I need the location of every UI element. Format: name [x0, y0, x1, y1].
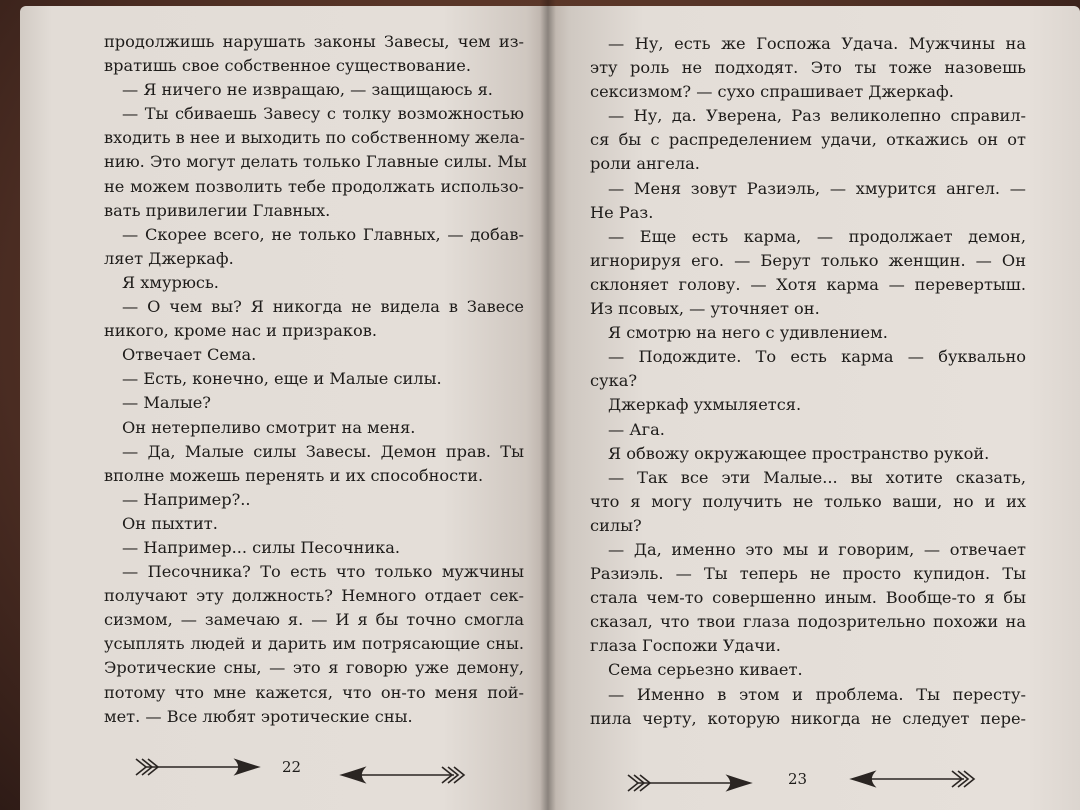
- text-line: никого, кроме нас и призраков.: [104, 321, 377, 341]
- left-page: [20, 6, 548, 810]
- text-line: Он пыхтит.: [122, 513, 218, 533]
- page-number: 22: [282, 758, 302, 776]
- text-line: сизмом, — замечаю я. — И я бы точно смогла: [104, 610, 524, 630]
- text-line: — Есть, конечно, еще и Малые силы.: [122, 369, 442, 389]
- text-line: вратишь свое собственное существование.: [104, 56, 472, 76]
- text-line: Не Раз.: [590, 202, 654, 222]
- text-line: Я смотрю на него с удивлением.: [608, 323, 888, 343]
- text-line: мет. — Все любят эротические сны.: [104, 706, 413, 726]
- text-line: Разиэль. — Ты теперь не просто купидон. Ты: [590, 564, 1026, 584]
- text-line: Из псовых, — уточняет он.: [590, 299, 820, 319]
- text-line: склоняет голову. — Хотя карма — перевертыш.: [590, 274, 1026, 294]
- arrow-ornament-icon: [338, 760, 468, 790]
- text-line: потому что мне кажется, что он-то меня пой-: [104, 682, 524, 702]
- text-line: — Например?..: [122, 489, 251, 509]
- text-line: усыплять людей и дарить им потрясающие сны.: [104, 634, 524, 654]
- text-line: — О чем вы? Я никогда не видела в Завесе: [122, 297, 524, 317]
- text-line: Он нетерпеливо смотрит на меня.: [122, 417, 416, 437]
- text-line: ляет Джеркаф.: [104, 248, 234, 268]
- text-line: эту роль не подходят. Это ты тоже назовешь: [590, 58, 1026, 78]
- text-line: Джеркаф ухмыляется.: [608, 395, 802, 415]
- text-line: Эротические сны, — это я говорю уже демону,: [104, 658, 524, 678]
- text-line: — Подождите. То есть карма — буквально: [608, 347, 1026, 367]
- arrow-ornament-icon: [848, 764, 978, 794]
- text-line: сказал, что твои глаза подозрительно похожи на: [590, 612, 1026, 632]
- text-line: — Еще есть карма, — продолжает демон,: [608, 226, 1026, 246]
- text-line: вполне можешь перенять и их способности.: [104, 465, 484, 485]
- text-line: Сема серьезно кивает.: [608, 660, 803, 680]
- text-line: — Я ничего не извращаю, — защищаюсь я.: [122, 80, 493, 100]
- text-line: силы?: [590, 515, 642, 535]
- text-line: — Ну, да. Уверена, Раз великолепно справил-: [608, 106, 1026, 126]
- text-line: продолжишь нарушать законы Завесы, чем из-: [104, 32, 524, 51]
- text-line: — Ты сбиваешь Завесу с толку возможностью: [122, 104, 524, 124]
- text-line: — Именно в этом и проблема. Ты пересту-: [608, 684, 1026, 704]
- text-line: — Меня зовут Разиэль, — хмурится ангел. —: [608, 178, 1026, 198]
- text-line: Отвечает Сема.: [122, 345, 257, 365]
- text-line: ся бы с распределением удачи, откажись он от: [590, 130, 1026, 150]
- text-line: — Скорее всего, не только Главных, — добав-: [122, 224, 524, 244]
- text-line: что я могу получить не только ваши, но и их: [590, 491, 1026, 511]
- text-line: сексизмом? — сухо спрашивает Джеркаф.: [590, 82, 954, 102]
- text-line: игнорируя его. — Берут только женщин. — Он: [590, 250, 1026, 270]
- text-line: входить в нее и выходить по собственному жела-: [104, 128, 525, 148]
- text-line: нию. Это могут делать только Главные силы. Мы: [104, 152, 527, 172]
- page-number: 23: [788, 770, 808, 788]
- arrow-ornament-icon: [132, 752, 262, 782]
- text-line: — Ага.: [608, 419, 665, 439]
- text-line: получают эту должность? Немного отдает сек-: [104, 586, 524, 606]
- text-line: — Да, Малые силы Завесы. Демон прав. Ты: [122, 441, 524, 461]
- text-line: Я хмурюсь.: [122, 272, 219, 292]
- text-line: не можем позволить тебе продолжать использо-: [104, 176, 524, 196]
- text-line: пила черту, которую никогда не следует пере-: [590, 708, 1026, 728]
- text-line: роли ангела.: [590, 154, 700, 174]
- text-line: — Песочника? То есть что только мужчины: [122, 562, 524, 582]
- text-line: глаза Госпожи Удачи.: [590, 636, 781, 656]
- right-page: [548, 6, 1080, 810]
- text-line: стала чем-то совершенно иным. Вообще-то я бы: [590, 588, 1026, 608]
- text-line: — Например... силы Песочника.: [122, 537, 401, 557]
- text-line: — Да, именно это мы и говорим, — отвечает: [608, 539, 1026, 559]
- left-page-text: [104, 30, 527, 729]
- right-page-text: [590, 32, 1026, 731]
- text-line: Я обвожу окружающее пространство рукой.: [608, 443, 990, 463]
- book-gutter: [540, 0, 556, 810]
- text-line: — Ну, есть же Госпожа Удача. Мужчины на: [608, 34, 1026, 53]
- arrow-ornament-icon: [624, 768, 754, 798]
- text-line: сука?: [590, 371, 638, 391]
- text-line: — Так все эти Малые... вы хотите сказать,: [608, 467, 1026, 487]
- text-line: — Малые?: [122, 393, 211, 413]
- text-line: вать привилегии Главных.: [104, 200, 331, 220]
